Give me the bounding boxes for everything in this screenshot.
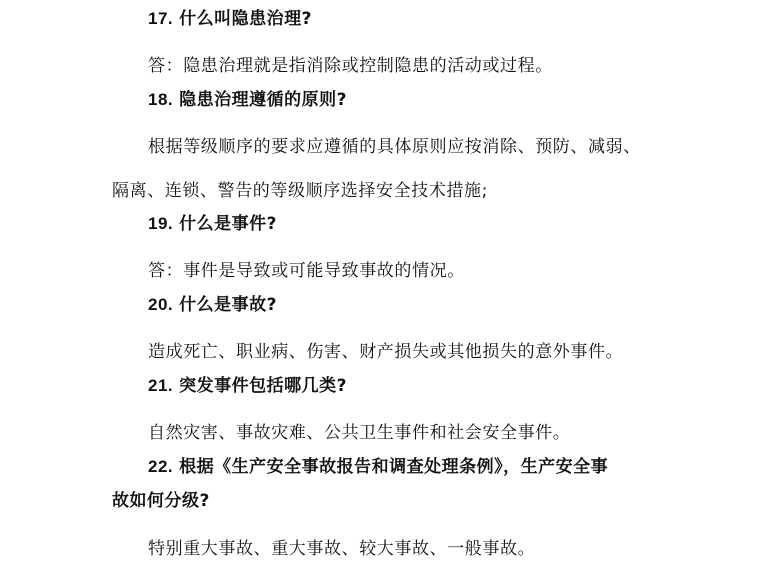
question-text: 什么叫隐患治理? <box>179 9 313 29</box>
question-text: 什么是事件? <box>179 214 278 234</box>
question-text: 什么是事故? <box>179 295 278 315</box>
question-text: 根据《生产安全事故报告和调查处理条例》，生产安全事 <box>179 457 609 477</box>
question-21 <box>148 375 347 397</box>
question-text: 隐患治理遵循的原则? <box>179 90 348 110</box>
question-number: 18. <box>148 90 174 109</box>
question-18 <box>148 89 347 111</box>
question-number: 21. <box>148 376 174 395</box>
answer-17: 答：隐患治理就是指消除或控制隐患的活动或过程。 <box>148 56 553 76</box>
answer-20: 造成死亡、职业病、伤害、财产损失或其他损失的意外事件。 <box>148 342 624 362</box>
question-22-line-1 <box>148 456 608 478</box>
question-number: 17. <box>148 9 174 28</box>
question-number: 19. <box>148 214 174 233</box>
answer-19: 答：事件是导致或可能导致事故的情况。 <box>148 261 465 281</box>
question-17 <box>148 8 312 30</box>
answer-22: 特别重大事故、重大事故、较大事故、一般事故。 <box>148 539 536 559</box>
question-22-line-2: 故如何分级? <box>112 491 210 511</box>
question-text: 突发事件包括哪几类? <box>179 376 348 396</box>
answer-21: 自然灾害、事故灾难、公共卫生事件和社会安全事件。 <box>148 423 571 443</box>
question-number: 22. <box>148 457 174 476</box>
answer-18-line-2: 隔离、连锁、警告的等级顺序选择安全技术措施; <box>112 181 488 201</box>
question-20 <box>148 294 277 316</box>
answer-18-line-1: 根据等级顺序的要求应遵循的具体原则应按消除、预防、减弱、 <box>148 137 641 157</box>
question-number: 20. <box>148 295 174 314</box>
question-19 <box>148 213 277 235</box>
